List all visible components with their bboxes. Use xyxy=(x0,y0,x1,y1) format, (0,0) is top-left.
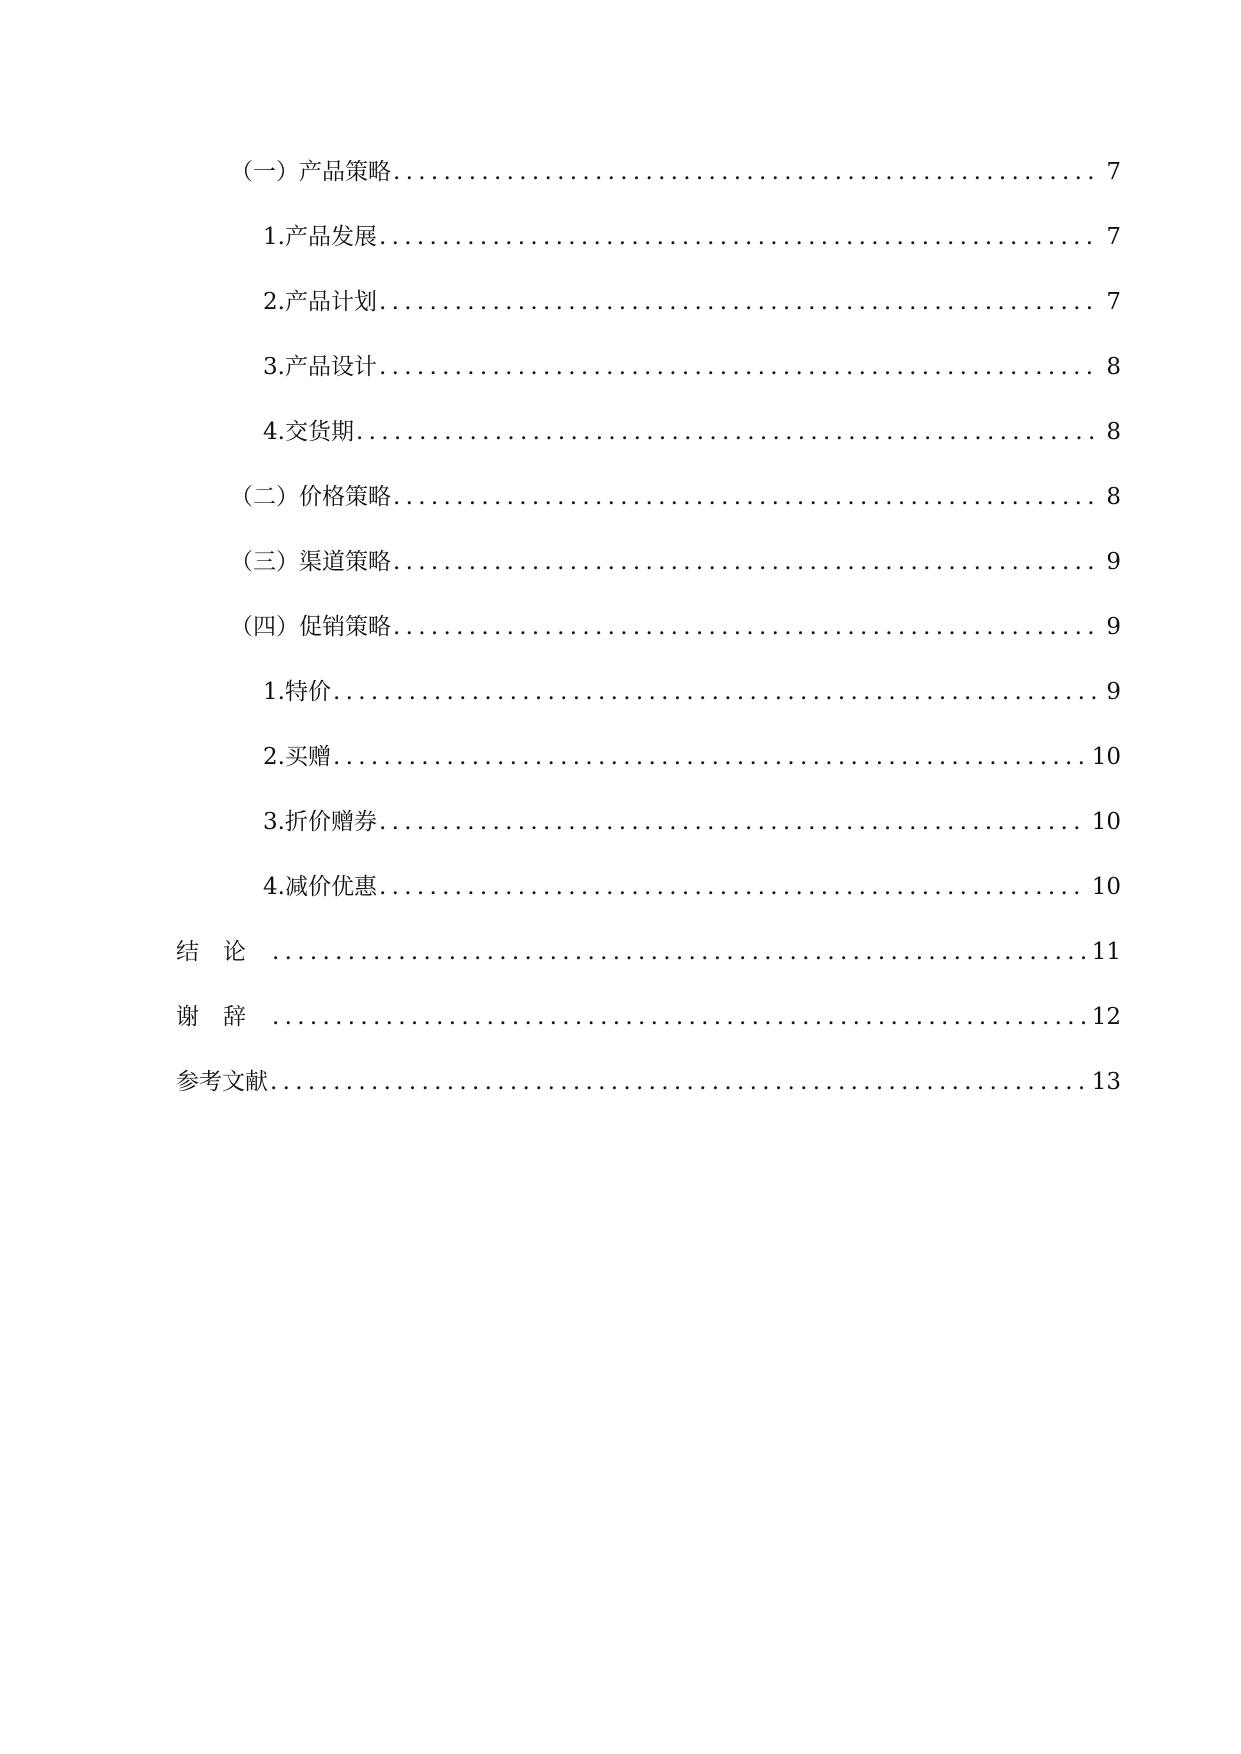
toc-entry-product-design[interactable] xyxy=(263,347,1121,387)
toc-entry-conclusion[interactable] xyxy=(176,932,1121,972)
toc-dot-leader xyxy=(393,152,1100,192)
toc-entry-title: 谢辞 xyxy=(176,1004,270,1030)
toc-entry-page: 9 xyxy=(1106,549,1121,575)
toc-dot-leader xyxy=(272,997,1086,1037)
toc-dot-leader xyxy=(393,542,1100,582)
toc-entry-title: （二）价格策略 xyxy=(230,484,391,510)
toc-entry-page: 8 xyxy=(1106,354,1121,380)
toc-dot-leader xyxy=(379,802,1086,842)
toc-entry-title: （一）产品策略 xyxy=(230,159,391,185)
toc-dot-leader xyxy=(379,282,1100,322)
toc-dot-leader xyxy=(270,1062,1086,1102)
toc-entry-discount-coupon[interactable] xyxy=(263,802,1121,842)
toc-entry-page: 8 xyxy=(1106,484,1121,510)
toc-dot-leader xyxy=(333,672,1100,712)
toc-dot-leader xyxy=(393,477,1100,517)
toc-entry-page: 11 xyxy=(1091,939,1121,965)
toc-entry-product-plan[interactable] xyxy=(263,282,1121,322)
toc-entry-delivery-period[interactable] xyxy=(263,412,1121,452)
toc-entry-price-strategy[interactable] xyxy=(230,477,1121,517)
toc-entry-title: 结论 xyxy=(176,939,270,965)
toc-entry-page: 9 xyxy=(1106,614,1121,640)
toc-entry-price-reduction[interactable] xyxy=(263,867,1121,907)
toc-entry-title: 2.产品计划 xyxy=(263,289,377,315)
toc-dot-leader xyxy=(393,607,1100,647)
toc-entry-page: 12 xyxy=(1091,1004,1121,1030)
toc-entry-page: 13 xyxy=(1091,1069,1121,1095)
toc-dot-leader xyxy=(333,737,1086,777)
toc-entry-title: （四）促销策略 xyxy=(230,614,391,640)
toc-entry-page: 7 xyxy=(1106,159,1121,185)
toc-dot-leader xyxy=(379,347,1100,387)
toc-entry-title: 参考文献 xyxy=(176,1069,268,1095)
toc-entry-references[interactable] xyxy=(176,1062,1121,1102)
toc-entry-page: 10 xyxy=(1091,744,1121,770)
toc-dot-leader xyxy=(356,412,1100,452)
toc-entry-page: 10 xyxy=(1091,874,1121,900)
toc-entry-title: 3.产品设计 xyxy=(263,354,377,380)
toc-dot-leader xyxy=(379,867,1086,907)
toc-entry-product-development[interactable] xyxy=(263,217,1121,257)
toc-entry-acknowledgements[interactable] xyxy=(176,997,1121,1037)
toc-entry-title: （三）渠道策略 xyxy=(230,549,391,575)
toc-entry-special-price[interactable] xyxy=(263,672,1121,712)
toc-entry-title: 4.交货期 xyxy=(263,419,354,445)
toc-entry-product-strategy[interactable] xyxy=(230,152,1121,192)
toc-dot-leader xyxy=(272,932,1086,972)
toc-entry-buy-gift[interactable] xyxy=(263,737,1121,777)
toc-entry-title: 3.折价赠券 xyxy=(263,809,377,835)
toc-entry-title: 1.特价 xyxy=(263,679,331,705)
toc-dot-leader xyxy=(379,217,1100,257)
toc-entry-title: 2.买赠 xyxy=(263,744,331,770)
toc-entry-channel-strategy[interactable] xyxy=(230,542,1121,582)
toc-entry-title: 1.产品发展 xyxy=(263,224,377,250)
toc-entry-page: 7 xyxy=(1106,224,1121,250)
toc-entry-page: 10 xyxy=(1091,809,1121,835)
toc-entry-page: 8 xyxy=(1106,419,1121,445)
toc-entry-title: 4.减价优惠 xyxy=(263,874,377,900)
toc-entry-page: 7 xyxy=(1106,289,1121,315)
toc-entry-page: 9 xyxy=(1106,679,1121,705)
toc-entry-promotion-strategy[interactable] xyxy=(230,607,1121,647)
